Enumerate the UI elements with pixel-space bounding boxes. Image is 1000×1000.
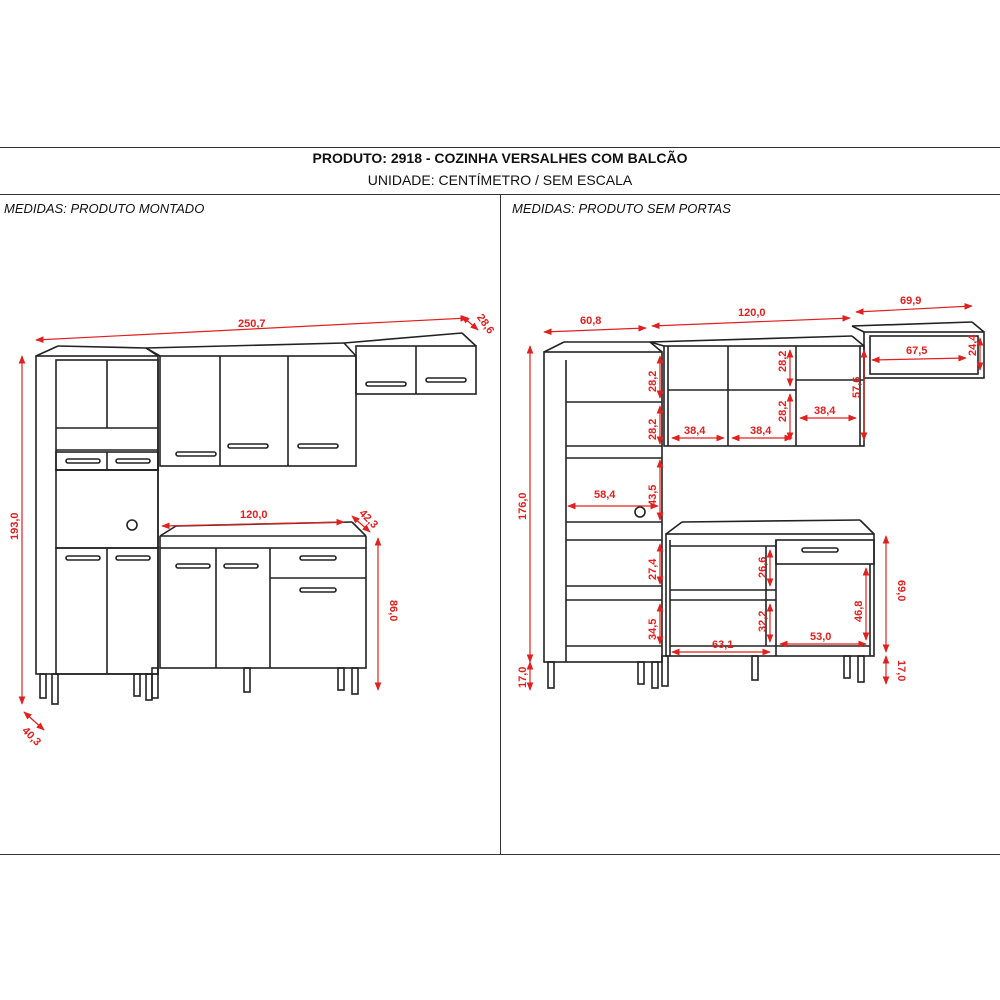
tower-cabinet (36, 346, 158, 704)
open-counter (662, 520, 874, 686)
dim-counter-depth: 42,3 (356, 507, 381, 532)
dim-wall-unit-inner-width: 67,5 (906, 345, 928, 357)
upper-cabinets (146, 343, 356, 466)
dim-counter-niche-w1: 63,1 (712, 639, 734, 651)
dim-tower-niche-3: 43,5 (647, 484, 659, 506)
dim-wall-unit-inner-height: 24,4 (967, 334, 979, 356)
right-dimension-labels (517, 295, 979, 688)
unit-subtitle: UNIDADE: CENTÍMETRO / SEM ESCALA (367, 172, 633, 188)
right-open-drawing (544, 322, 984, 688)
dim-base-depth: 40,3 (19, 724, 44, 749)
dim-counter-drawer-h: 46,8 (853, 600, 865, 622)
dim-tower-niche-5: 34,5 (647, 618, 659, 640)
dim-tower-leg: 17,0 (517, 666, 529, 688)
dim-tower-width: 60,8 (580, 315, 602, 327)
dim-upper-niche-w2: 38,4 (750, 425, 772, 437)
dim-tower-niche-1: 28,2 (647, 370, 659, 392)
dim-upper-niche-h1: 28,2 (777, 350, 789, 372)
dim-upper-niche-h2: 28,2 (777, 400, 789, 422)
dim-counter-niche-h1: 26,6 (757, 556, 769, 578)
counter-cabinet (152, 522, 366, 698)
dim-counter-niche-h2: 32,2 (757, 610, 769, 632)
dim-upper-width: 120,0 (738, 307, 766, 319)
wall-unit (344, 333, 476, 394)
dim-counter-leg: 17,0 (895, 660, 907, 682)
dim-counter-height: 69,0 (895, 580, 907, 602)
dim-tower-niche-2: 28,2 (647, 418, 659, 440)
dim-total-width: 250,7 (238, 318, 266, 330)
right-panel-label: MEDIDAS: PRODUTO SEM PORTAS (512, 201, 731, 216)
open-tower (544, 342, 662, 688)
dim-counter-height: 86,0 (387, 600, 399, 622)
dim-counter-niche-w2: 53,0 (810, 631, 832, 643)
dim-upper-niche-w1: 38,4 (684, 425, 706, 437)
dim-tower-niche-4: 27,4 (647, 558, 659, 580)
left-dimension-labels (9, 312, 496, 749)
dim-counter-width: 120,0 (240, 509, 268, 521)
dim-tower-height: 176,0 (517, 492, 529, 520)
dim-upper-niche-w3: 38,4 (814, 405, 836, 417)
dim-total-height: 193,0 (9, 512, 21, 540)
dim-upper-right-height: 57,6 (851, 376, 863, 398)
dim-top-depth: 28,6 (474, 311, 497, 337)
dim-tower-niche-width: 58,4 (594, 489, 616, 501)
left-panel-label: MEDIDAS: PRODUTO MONTADO (4, 201, 205, 216)
product-title: PRODUTO: 2918 - COZINHA VERSALHES COM BALCÃO (312, 150, 688, 166)
dim-wall-unit-width: 69,9 (900, 295, 922, 307)
